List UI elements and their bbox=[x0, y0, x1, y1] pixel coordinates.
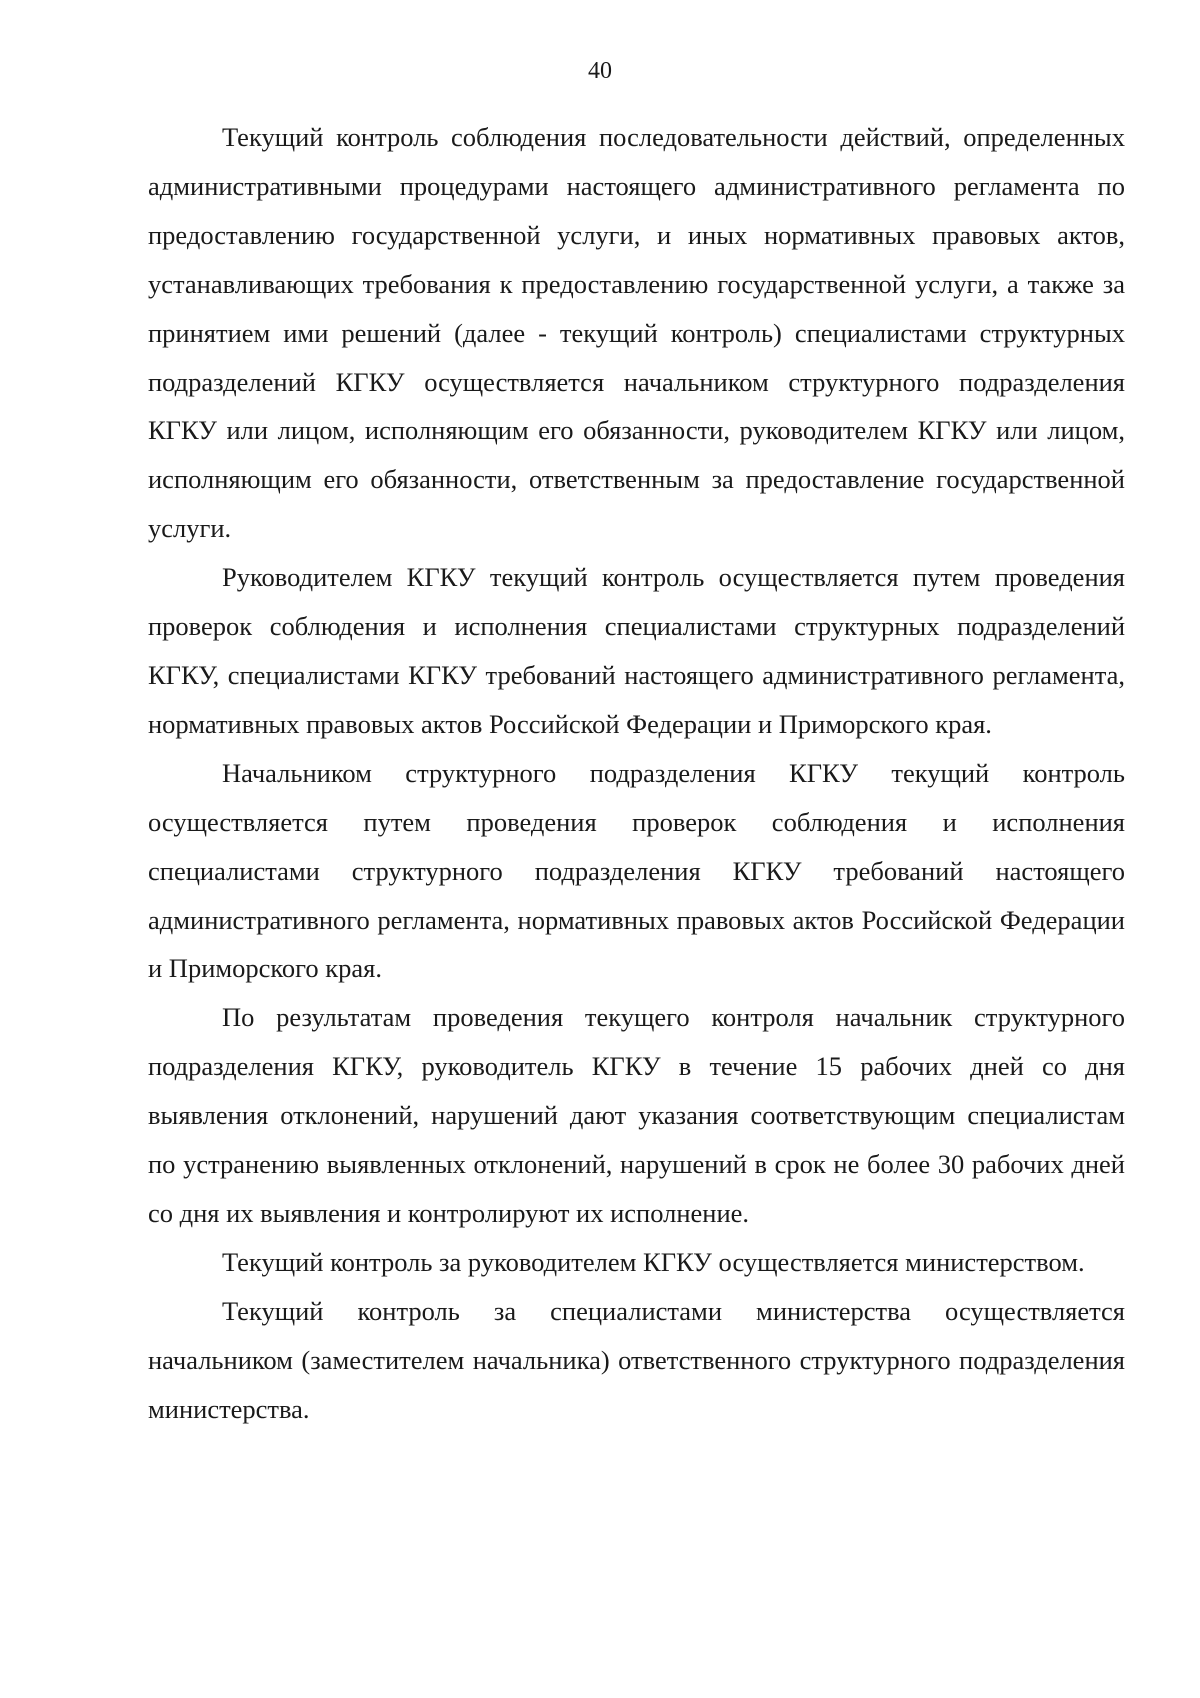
paragraph-current-control-definition: Текущий контроль соблюдения последовательности действий, определенных административными процедурами настоящего административного регламента по предоставлению государственной услуги, и иных нормативных правовых актов, устанавливающих требования к предоставлению государственной услуги, а также за принятием ими решений (далее - текущий контроль) специалистами структурных подразделений КГКУ осуществляется начальником структурного подразделения КГКУ или лицом, исполняющим его обязанности, руководителем КГКУ или лицом, исполняющим его обязанности, ответственным за предоставление государственной услуги. bbox=[148, 122, 1125, 544]
paragraph-head-control: Руководителем КГКУ текущий контроль осуществляется путем проведения проверок соблюдения и исполнения специалистами структурных подразделений КГКУ, специалистами КГКУ требований настоящего административного регламента, нормативных правовых актов Российской Федерации и Приморского края. bbox=[148, 562, 1125, 739]
page-number: 40 bbox=[588, 58, 612, 84]
paragraph-department-head-control: Начальником структурного подразделения КГКУ текущий контроль осуществляется путем проведения проверок соблюдения и исполнения специалистами структурного подразделения КГКУ требований настоящего административного регламента, нормативных правовых актов Российской Федерации и Приморского края. bbox=[148, 757, 1125, 984]
paragraph-ministry-control: Текущий контроль за руководителем КГКУ осуществляется министерством. bbox=[222, 1246, 1085, 1277]
paragraph-ministry-specialists-control: Текущий контроль за специалистами министерства осуществляется начальником (заместителем начальника) ответственного структурного подразделения министерства. bbox=[148, 1295, 1125, 1424]
paragraph-control-results: По результатам проведения текущего контроля начальник структурного подразделения КГКУ, руководитель КГКУ в течение 15 рабочих дней со дня выявления отклонений, нарушений дают указания соответствующим специалистам по устранению выявленных отклонений, нарушений в срок не более 30 рабочих дней со дня их выявления и контролируют их исполнение. bbox=[148, 1002, 1125, 1228]
document-body bbox=[148, 113, 1125, 1433]
